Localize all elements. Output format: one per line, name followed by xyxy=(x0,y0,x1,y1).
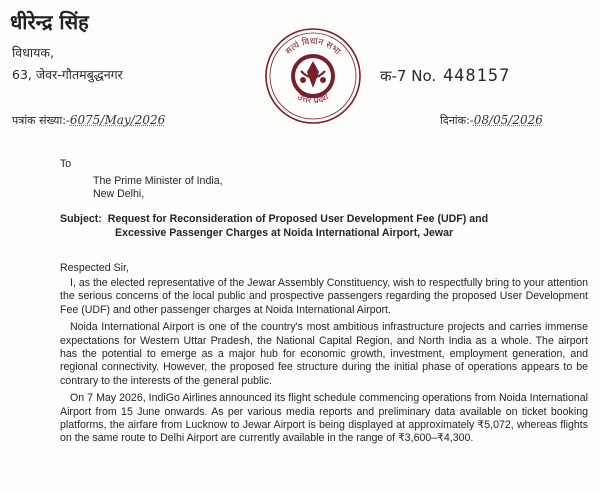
subject xyxy=(60,212,580,240)
seal-top-text: सत्यं विधान सभा xyxy=(283,36,342,58)
sender-designation: विधायक, xyxy=(12,45,54,60)
date-value: 08/05/2026 xyxy=(473,113,543,127)
subject-line-1: Request for Reconsideration of Proposed User Development Fee (UDF) and xyxy=(107,213,489,225)
subject-label: Subject: xyxy=(60,213,102,225)
letter-date xyxy=(440,113,543,128)
document-number xyxy=(380,66,510,86)
reference-value: 6075/May/2026 xyxy=(69,113,166,127)
recipient-city: New Delhi, xyxy=(93,188,145,200)
body-paragraph-2: Noida International Airport is one of the country's most ambitious infrastructure projects and carries immense expectations for Western Uttar Pradesh, the National Capital Region, and North India as a whole. The airport has the potential to emerge as a major hub for economic growth, investment, employment generation, and regional connectivity. However, the proposed fee structure during the initial phase of operations appears to be contrary to the interests of the general public. xyxy=(60,321,588,387)
reference-label: पत्रांक संख्या:- xyxy=(12,114,70,127)
subject-line-2: Excessive Passenger Charges at Noida International Airport, Jewar xyxy=(115,227,454,239)
salutation: Respected Sir, xyxy=(60,262,129,274)
seal-emblem-icon xyxy=(263,26,363,126)
seal-bottom-text: उत्तर प्रदेश xyxy=(295,92,331,107)
assembly-seal xyxy=(263,26,363,126)
sender-address: 63, जेवर-गौतमबुद्धनगर xyxy=(12,67,123,82)
document-number-label: क-7 No. xyxy=(380,67,437,85)
sender-name: धीरेन्द्र सिंह xyxy=(10,10,89,34)
recipient-title: The Prime Minister of India, xyxy=(93,175,223,187)
reference-number xyxy=(12,113,165,128)
to-line: To xyxy=(60,158,72,170)
letter-body xyxy=(60,277,588,446)
document-number-value: 448157 xyxy=(442,66,511,86)
date-label: दिनांक:- xyxy=(440,114,474,127)
body-paragraph-3: On 7 May 2026, IndiGo Airlines announced its flight schedule commencing operations from Noida International Airport from 15 June onwards. As per various media reports and preliminary data available on ticket booking platforms, the airfare from Lucknow to Jewar Airport is being displayed at approximately ₹5,072, whereas flights on the same route to Delhi Airport are currently available in the range of ₹3,600–₹4,300. xyxy=(60,392,588,445)
body-paragraph-1: I, as the elected representative of the Jewar Assembly Constituency, wish to respectfully bring to your attention the serious concerns of the local public and prospective passengers regarding the proposed User Development Fee (UDF) and other passenger charges at Noida International Airport. xyxy=(60,277,588,316)
